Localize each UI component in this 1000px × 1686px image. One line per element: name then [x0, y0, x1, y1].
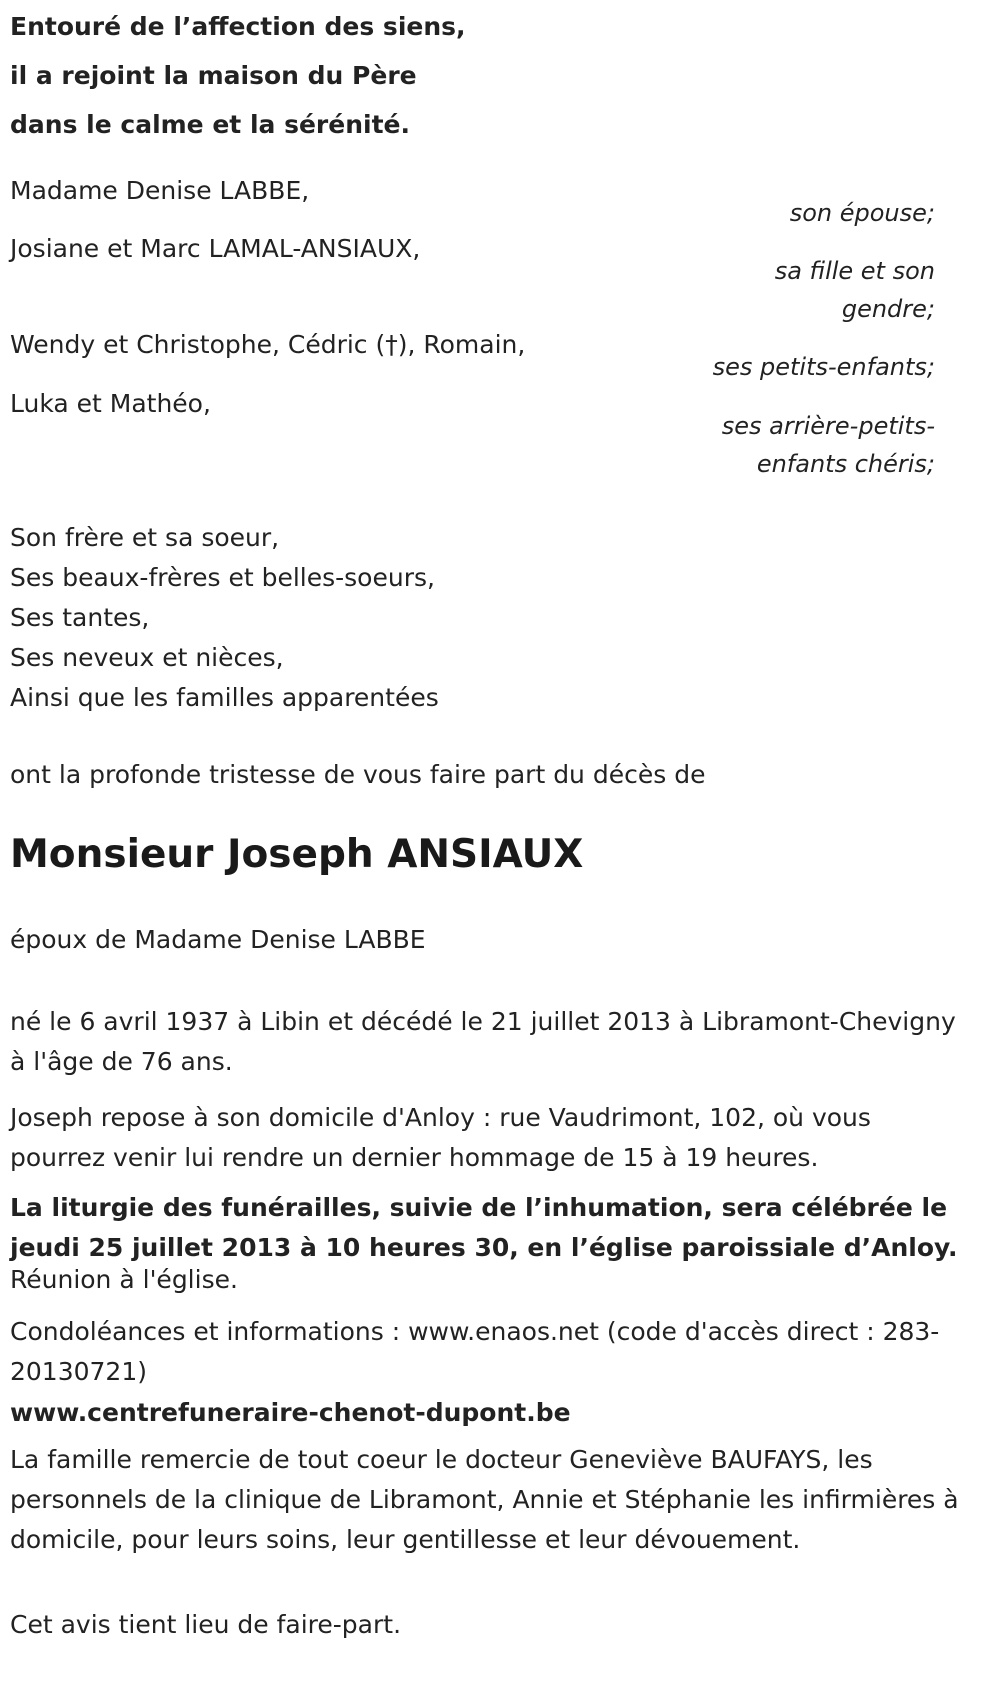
announcement: ont la profonde tristesse de vous faire part du décès de — [10, 760, 706, 789]
family-relation-grandchildren: ses petits-enfants; — [712, 353, 935, 381]
intro-line-1: Entouré de l’affection des siens, — [10, 12, 466, 41]
repose-info: Joseph repose à son domicile d'Anloy : rue Vaudrimont, 102, où vous pourrez venir lui rendre un dernier hommage de 15 à 19 heures. — [10, 1103, 871, 1172]
other-relatives — [10, 518, 439, 718]
deceased-name: Monsieur Joseph ANSIAUX — [10, 832, 584, 877]
family-name-daughter: Josiane et Marc LAMAL-ANSIAUX, — [10, 234, 421, 263]
birth-death-info: né le 6 avril 1937 à Libin et décédé le 21 juillet 2013 à Libramont-Chevigny à l'âge de 76 ans. — [10, 1007, 956, 1076]
other-relatives-line: Son frère et sa soeur, — [10, 523, 280, 552]
liturgy-info: La liturgie des funérailles, suivie de l’inhumation, sera célébrée le jeudi 25 juillet 2013 à 10 heures 30, en l’église paroissiale d’Anloy. — [10, 1193, 958, 1262]
other-relatives-line: Ainsi que les familles apparentées — [10, 683, 439, 712]
intro-text — [10, 2, 466, 149]
reunion-info: Réunion à l'église. — [10, 1265, 238, 1294]
family-relation-daughter: sa fille et son gendre; — [774, 257, 935, 323]
thanks-message: La famille remercie de tout coeur le docteur Geneviève BAUFAYS, les personnels de la clinique de Libramont, Annie et Stéphanie les infirmières à domicile, pour leurs soins, leur gentillesse et leur dévouement. — [10, 1445, 959, 1554]
intro-line-3: dans le calme et la sérénité. — [10, 110, 410, 139]
spouse-line: époux de Madame Denise LABBE — [10, 925, 426, 954]
other-relatives-line: Ses tantes, — [10, 603, 150, 632]
intro-line-2: il a rejoint la maison du Père — [10, 61, 417, 90]
condolences-info: Condoléances et informations : www.enaos.net (code d'accès direct : 283-20130721) — [10, 1317, 940, 1386]
family-name-spouse: Madame Denise LABBE, — [10, 176, 310, 205]
family-name-great-grandchildren: Luka et Mathéo, — [10, 389, 211, 418]
funeral-home-website: www.centrefuneraire-chenot-dupont.be — [10, 1398, 571, 1427]
other-relatives-line: Ses neveux et nièces, — [10, 643, 284, 672]
family-name-grandchildren: Wendy et Christophe, Cédric (†), Romain, — [10, 330, 526, 359]
family-relation-spouse: son épouse; — [789, 199, 935, 227]
closing-note: Cet avis tient lieu de faire-part. — [10, 1610, 402, 1639]
other-relatives-line: Ses beaux-frères et belles-soeurs, — [10, 563, 435, 592]
family-relation-great-grandchildren: ses arrière-petits-enfants chéris; — [721, 412, 935, 478]
